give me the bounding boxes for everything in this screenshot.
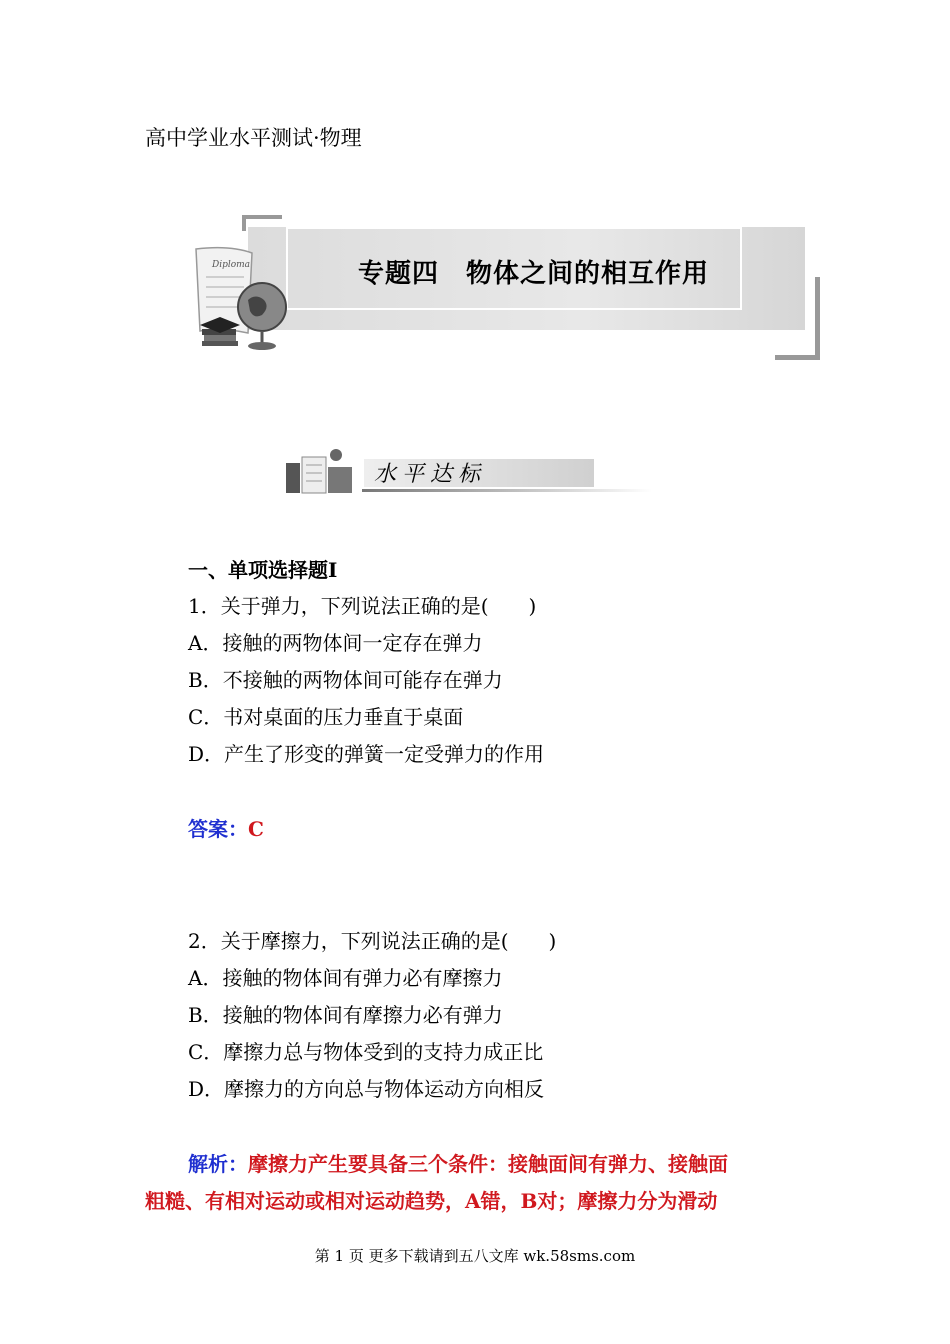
q1-stem: 1．关于弹力，下列说法正确的是( ) xyxy=(188,594,537,618)
diploma-globe-icon xyxy=(190,245,290,355)
analysis-label: 解析： xyxy=(188,1152,248,1176)
q2-analysis-line2: 粗糙、有相对运动或相对运动趋势，A错，B对；摩擦力分为滑动 xyxy=(145,1189,718,1213)
q1-option-b: B．不接触的两物体间可能存在弹力 xyxy=(188,668,503,692)
q2-stem: 2．关于摩擦力，下列说法正确的是( ) xyxy=(188,929,557,953)
q1-option-c: C．书对桌面的压力垂直于桌面 xyxy=(188,705,464,729)
analysis-text-1: 摩擦力产生要具备三个条件：接触面间有弹力、接触面 xyxy=(248,1152,728,1176)
section-label: 水平达标 xyxy=(374,462,487,487)
banner-frame-corner-br xyxy=(775,277,820,360)
q1-answer xyxy=(188,815,264,843)
diploma-text: Diploma xyxy=(212,260,251,270)
q2-option-d: D．摩擦力的方向总与物体运动方向相反 xyxy=(188,1077,545,1101)
part-heading: 一、单项选择题Ⅰ xyxy=(188,558,338,582)
q1-option-d: D．产生了形变的弹簧一定受弹力的作用 xyxy=(188,742,545,766)
answer-label: 答案： xyxy=(188,817,248,841)
q2-option-b: B．接触的物体间有摩擦力必有弹力 xyxy=(188,1003,503,1027)
q2-option-a: A．接触的物体间有弹力必有摩擦力 xyxy=(188,966,503,990)
answer-value: C xyxy=(248,817,264,841)
title-banner xyxy=(190,215,820,360)
section-banner xyxy=(282,443,652,503)
q1-option-a: A．接触的两物体间一定存在弹力 xyxy=(188,631,483,655)
q2-option-c: C．摩擦力总与物体受到的支持力成正比 xyxy=(188,1040,544,1064)
page-header: 高中学业水平测试·物理 xyxy=(145,126,362,150)
banner-title: 专题四 物体之间的相互作用 xyxy=(358,259,710,289)
section-underline xyxy=(362,489,652,492)
page-footer: 第 1 页 更多下载请到五八文库 wk.58sms.com xyxy=(314,1247,636,1265)
books-icon xyxy=(282,443,362,498)
q2-analysis-line1 xyxy=(188,1150,728,1178)
